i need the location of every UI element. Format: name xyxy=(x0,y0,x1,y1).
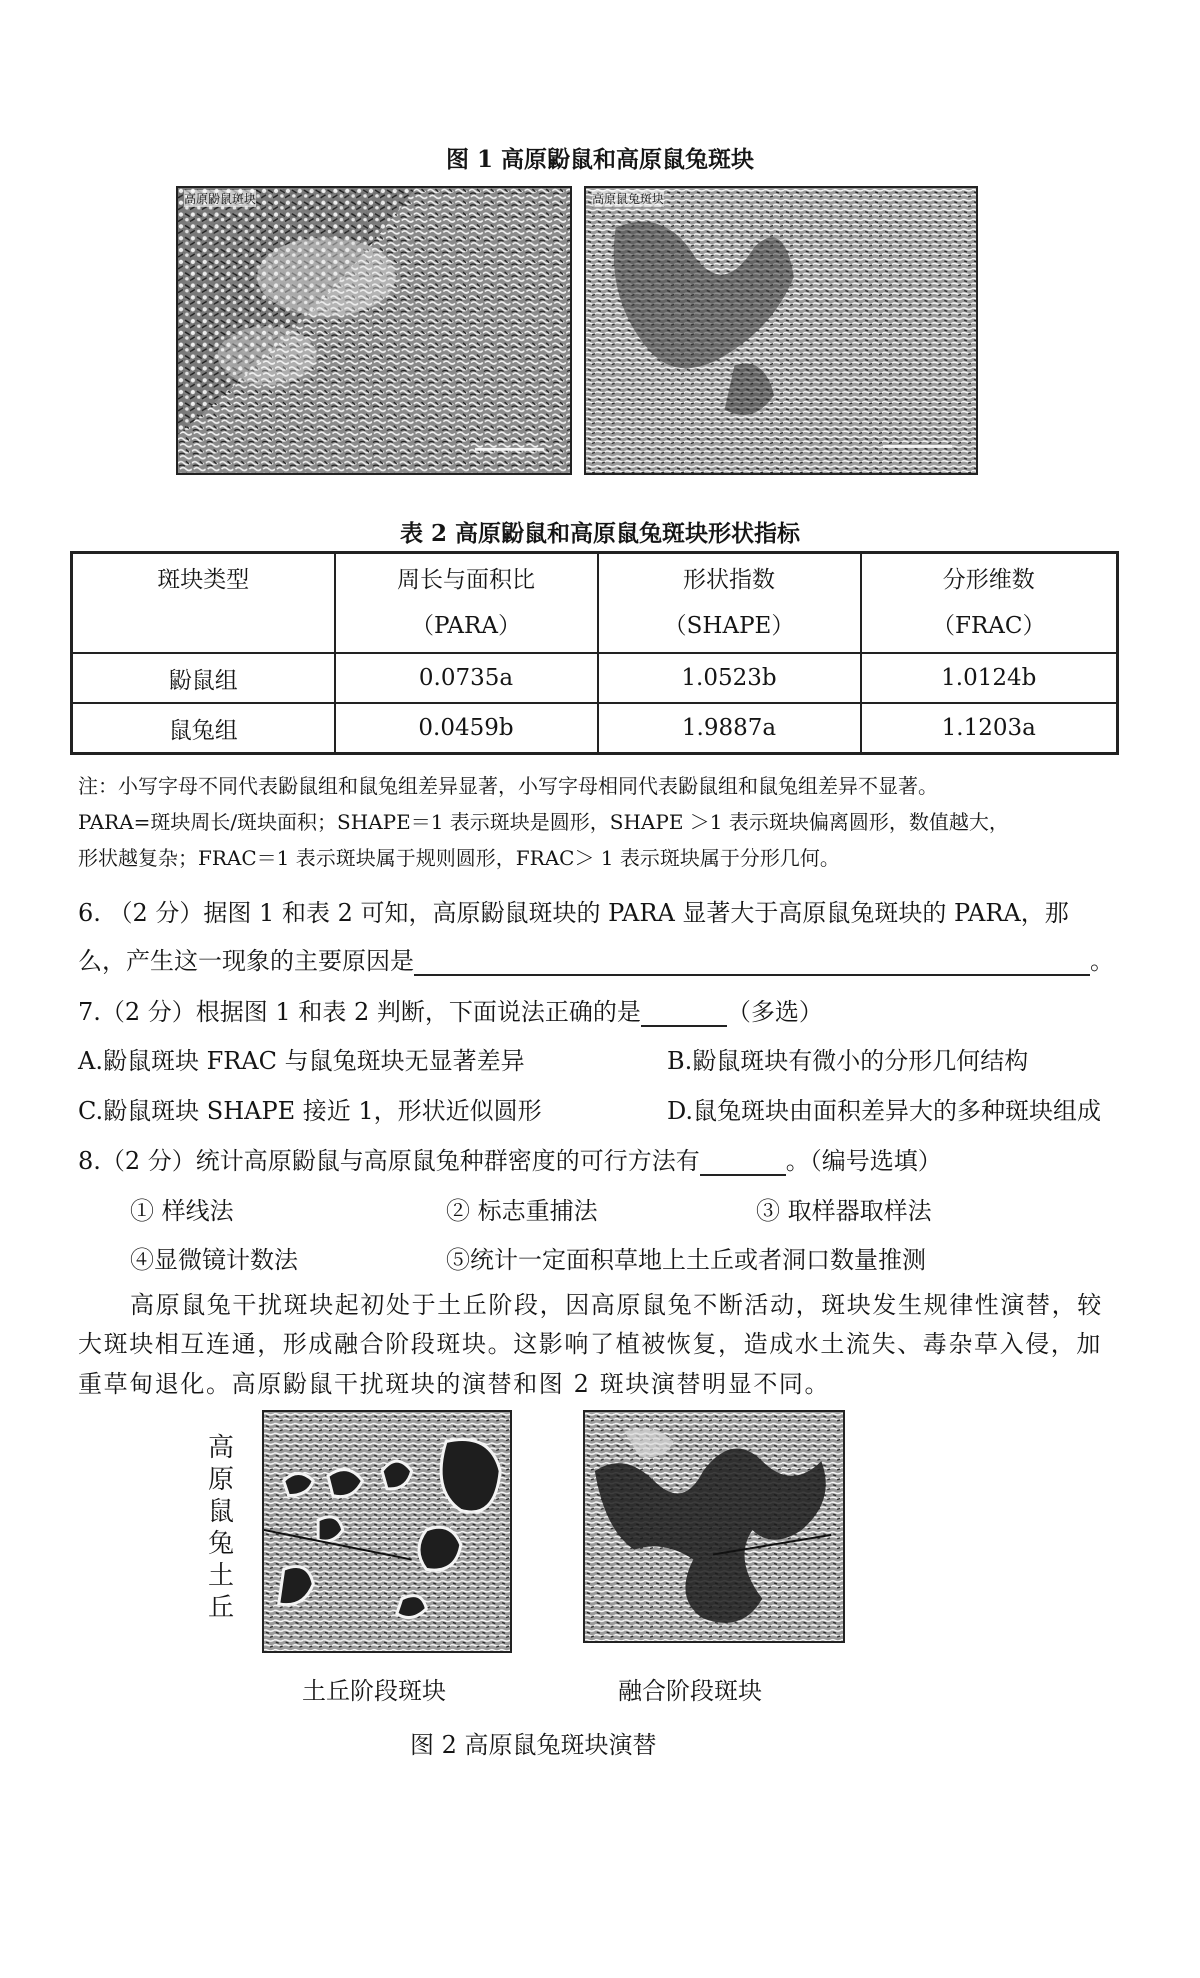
mound-stage-label: 土丘阶段斑块 xyxy=(302,1677,446,1705)
passage-line: 大斑块相互连通，形成融合阶段斑块。这影响了植被恢复，造成水土流失、毒杂草入侵，加 xyxy=(78,1330,1102,1358)
table-note-line: 注：小写字母不同代表鼢鼠组和鼠兔组差异显著，小写字母相同代表鼢鼠组和鼠兔组差异不显著。 xyxy=(78,774,938,798)
table-row xyxy=(72,703,1118,754)
table-cell: 1.0124b xyxy=(861,653,1118,703)
question-6-line2 xyxy=(78,941,1114,976)
option-7a: A.鼢鼠斑块 FRAC 与鼠兔斑块无显著差异 xyxy=(78,1047,525,1075)
option-7b: B.鼢鼠斑块有微小的分形几何结构 xyxy=(667,1047,1029,1075)
zokor-patch-photo xyxy=(176,186,572,475)
figure2-side-label: 高原鼠兔土丘 xyxy=(207,1433,234,1623)
header-name: 形状指数 xyxy=(683,567,775,593)
table-cell: 0.0735a xyxy=(335,653,598,703)
zokor-photo-label: 高原鼢鼠斑块 xyxy=(184,192,257,206)
header-abbr: （PARA） xyxy=(411,613,521,639)
question-7-prompt: 7.（2 分）根据图 1 和表 2 判断，下面说法正确的是 xyxy=(78,998,641,1026)
table-cell: 1.0523b xyxy=(598,653,861,703)
table-row xyxy=(72,653,1118,703)
option-7d: D.鼠兔斑块由面积差异大的多种斑块组成 xyxy=(667,1097,1102,1125)
pika-photo-label: 高原鼠兔斑块 xyxy=(592,192,665,206)
answer-blank-7[interactable] xyxy=(641,999,727,1027)
table-cell: 0.0459b xyxy=(335,703,598,754)
question-8-stem xyxy=(78,1141,942,1176)
question-6-line1: 6. （2 分）据图 1 和表 2 可知，高原鼢鼠斑块的 PARA 显著大于高原鼠兔斑块的 PARA，那 xyxy=(78,899,1069,927)
answer-blank-6[interactable] xyxy=(414,948,1090,976)
question-7-stem xyxy=(78,992,823,1027)
header-abbr: （SHAPE） xyxy=(663,613,795,639)
table-header-row xyxy=(72,553,1118,654)
question-8-prompt: 8.（2 分）统计高原鼢鼠与高原鼠兔种群密度的可行方法有 xyxy=(78,1147,700,1175)
question-7-suffix: （多选） xyxy=(726,998,823,1026)
header-cell xyxy=(861,553,1118,654)
option-7c: C.鼢鼠斑块 SHAPE 接近 1，形状近似圆形 xyxy=(78,1097,542,1125)
figure1-caption: 图 1 高原鼢鼠和高原鼠兔斑块 xyxy=(445,146,755,173)
table-cell: 鼢鼠组 xyxy=(72,653,335,703)
header-abbr xyxy=(73,603,334,649)
table2-caption: 表 2 高原鼢鼠和高原鼠兔斑块形状指标 xyxy=(399,520,801,547)
header-abbr: （FRAC） xyxy=(932,613,1046,639)
header-cell xyxy=(335,553,598,654)
figure2-caption: 图 2 高原鼠兔斑块演替 xyxy=(410,1731,657,1759)
header-name: 斑块类型 xyxy=(157,567,250,593)
table-note-line: PARA=斑块周长/斑块面积；SHAPE＝1 表示斑块是圆形，SHAPE ＞1 表示斑块偏离圆形，数值越大， xyxy=(78,810,1009,834)
passage-line: 重草甸退化。高原鼢鼠干扰斑块的演替和图 2 斑块演替明显不同。 xyxy=(78,1370,831,1398)
question-6-end: 。 xyxy=(1090,947,1114,975)
merged-stage-photo xyxy=(583,1410,845,1643)
table-note-line: 形状越复杂；FRAC＝1 表示斑块属于规则圆形，FRAC＞ 1 表示斑块属于分形几何。 xyxy=(78,846,840,870)
header-name: 周长与面积比 xyxy=(397,567,535,593)
header-name: 分形维数 xyxy=(942,567,1035,593)
answer-blank-8[interactable] xyxy=(700,1148,786,1176)
merged-stage-label: 融合阶段斑块 xyxy=(618,1677,762,1705)
table-cell: 1.9887a xyxy=(598,703,861,754)
option-8-5: ⑤统计一定面积草地上土丘或者洞口数量推测 xyxy=(446,1246,926,1274)
passage-line: 高原鼠兔干扰斑块起初处于土丘阶段，因高原鼠兔不断活动，斑块发生规律性演替，较 xyxy=(130,1291,1103,1319)
option-8-4: ④显微镜计数法 xyxy=(130,1246,298,1274)
header-cell xyxy=(72,553,335,654)
option-8-2: ② 标志重捕法 xyxy=(446,1197,598,1225)
question-6-prompt: 么，产生这一现象的主要原因是 xyxy=(78,947,414,975)
question-8-suffix: 。（编号选填） xyxy=(785,1147,942,1175)
option-8-1: ① 样线法 xyxy=(130,1197,234,1225)
option-8-3: ③ 取样器取样法 xyxy=(756,1197,932,1225)
pika-patch-photo xyxy=(584,186,978,475)
shape-index-table xyxy=(70,551,1119,755)
mound-stage-photo xyxy=(262,1410,512,1653)
table-cell: 鼠兔组 xyxy=(72,703,335,754)
table-cell: 1.1203a xyxy=(861,703,1118,754)
header-cell xyxy=(598,553,861,654)
